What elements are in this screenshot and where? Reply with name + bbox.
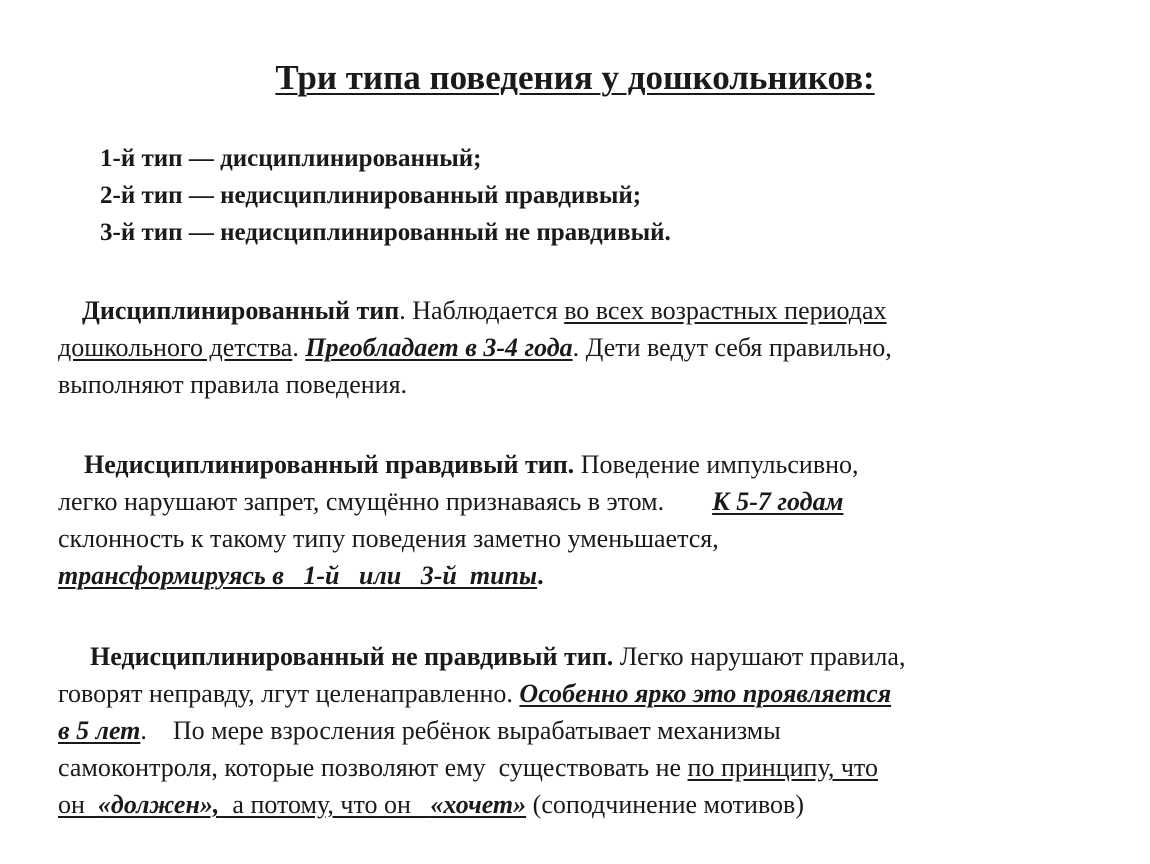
slide-title-text: Три типа поведения у дошкольников: (275, 58, 875, 97)
underlined-text: дошкольного детства (58, 333, 293, 362)
type-item-1: 1-й тип — дисциплинированный; (100, 145, 482, 172)
underlined-text: он (58, 790, 98, 819)
paragraph-line (58, 366, 1118, 403)
paragraph-undisciplined-untruthful (58, 638, 1118, 823)
text-run: . (537, 561, 544, 590)
text-run: Поведение импульсивно, (574, 450, 859, 479)
paragraph-lead: Дисциплинированный тип (82, 296, 400, 325)
underlined-text: во всех возрастных периодах (564, 296, 887, 325)
paragraph-line (58, 292, 1118, 329)
paragraph-undisciplined-truthful (58, 446, 1118, 594)
text-run: выполняют правила поведения. (58, 370, 408, 399)
type-item-2: 2-й тип — недисциплинированный правдивый; (100, 182, 642, 209)
types-list (100, 140, 671, 251)
text-run: (соподчинение мотивов) (526, 790, 804, 819)
text-run: . Дети ведут себя правильно, (572, 333, 892, 362)
paragraph-line (58, 675, 1118, 712)
emphasis-text: трансформируясь в 1-й или 3-й типы (58, 561, 538, 590)
text-run: . Наблюдается (399, 296, 565, 325)
paragraph-disciplined (58, 292, 1118, 403)
text-run: легко нарушают запрет, смущённо признаваясь в этом. (58, 487, 665, 516)
text-run: . По мере взросления ребёнок вырабатывает механизмы (140, 716, 781, 745)
emphasis-text: Преобладает в 3-4 года (305, 333, 573, 362)
text-run: склонность к такому типу поведения заметно уменьшается, (58, 524, 719, 553)
text-run: Легко нарушают правила, (613, 642, 906, 671)
text-run: самоконтроля, которые позволяют ему существовать не (58, 753, 688, 782)
underlined-text: а потому, что он (219, 790, 431, 819)
paragraph-line (58, 446, 1118, 483)
type-item-3: 3-й тип — недисциплинированный не правдивый. (100, 219, 671, 246)
paragraph-line (58, 786, 1118, 823)
emphasis-text: Особенно ярко это проявляется (519, 679, 892, 708)
paragraph-lead: Недисциплинированный правдивый тип. (84, 450, 575, 479)
paragraph-line (58, 712, 1118, 749)
emphasis-text: в 5 лет (58, 716, 141, 745)
emphasis-text: «должен», (97, 790, 220, 819)
paragraph-line (58, 483, 1118, 520)
paragraph-line (58, 749, 1118, 786)
text-run: . (292, 333, 306, 362)
underlined-text: по принципу, что (687, 753, 878, 782)
emphasis-text: К 5-7 годам (712, 487, 844, 516)
paragraph-line (58, 557, 1118, 594)
text-run: говорят неправду, лгут целенаправленно. (58, 679, 520, 708)
emphasis-text: «хочет» (430, 790, 527, 819)
paragraph-line (58, 520, 1118, 557)
paragraph-lead: Недисциплинированный не правдивый тип. (90, 642, 614, 671)
paragraph-line (58, 329, 1118, 366)
slide-title (0, 58, 1150, 98)
paragraph-line (58, 638, 1118, 675)
